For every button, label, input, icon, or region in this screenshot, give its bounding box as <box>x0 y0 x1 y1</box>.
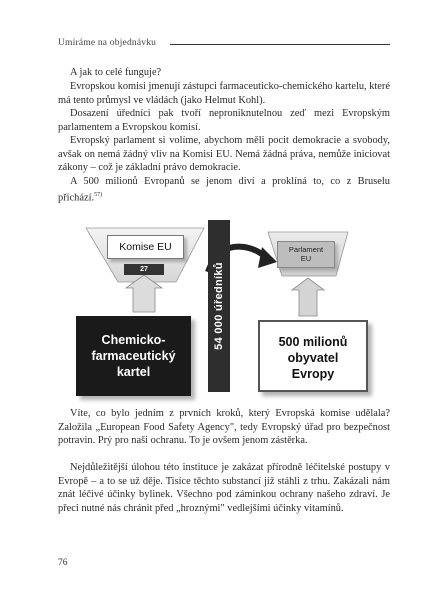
commission-box: Komise EU <box>107 235 184 259</box>
cartel-label-3: kartel <box>116 365 151 379</box>
commission-count-badge: 27 <box>124 264 164 275</box>
footnote-ref: 57) <box>94 191 103 198</box>
citizens-label-1: 500 milionů <box>278 335 348 349</box>
cartel-box <box>76 316 191 396</box>
citizens-label-3: Evropy <box>291 367 335 381</box>
people-to-parliament-arrow <box>292 278 324 316</box>
parliament-label-2: EU <box>300 254 312 263</box>
paragraph-2: Evropskou komisi jmenují zástupci farmaceuticko-chemického kartelu, které má tento průmysl ve vládách (jako Helmut Kohl). <box>58 81 390 106</box>
page-number: 76 <box>58 558 68 568</box>
paragraph-1: A jak to celé funguje? <box>70 67 162 78</box>
officials-wall-label: 54 000 úředníků <box>213 262 225 350</box>
citizens-box <box>258 320 368 392</box>
parliament-box <box>277 241 335 268</box>
paragraph-4: Evropský parlament si volíme, abychom měli pocit demokracie a svobody, avšak on nemá žádný vliv na Komisi EU. Nemá žádná práva, nemůže iniciovat zákony – což je základní právo demokracie. <box>58 135 390 174</box>
citizens-label-2: obyvatel <box>287 351 339 365</box>
paragraph-6: Víte, co bylo jedním z prvních kroků, který Evropská komise udělala? Založila „European Food Safety Agency", tedy Evropský úřad pro bezpečnost potravin. Prý pro naši ochranu. To je ovšem jenom zástěrka. <box>58 408 390 447</box>
parliament-label-1: Parlament <box>288 245 324 254</box>
paragraph-5-text: A 500 milionů Evropanů se jenom diví a proklíná to, co z Bruselu přichází. <box>58 176 390 204</box>
paragraph-7: Nejdůležitější úlohou této instituce je zakázat přírodně léčitelské postupy v Evropě – a to se už děje. Tisíce těchto substancí již stáhli z trhu. Zakázali nám znát léčivé účinky bylinek. Všechno pod záminkou ochrany našeho zdraví. Je přeci nutné nás chránit před „hroznými" vedlejšími účinky vitamínů. <box>58 462 390 514</box>
cartel-label-1: Chemicko- <box>101 333 166 347</box>
paragraph-3: Dosazení úředníci pak tvoří neproniknutelnou zeď mezi Evropským parlamentem a Evropskou komisí. <box>58 108 390 133</box>
cartel-label-2: farmaceutický <box>91 349 176 363</box>
running-title: Umíráme na objednávku <box>58 38 157 48</box>
